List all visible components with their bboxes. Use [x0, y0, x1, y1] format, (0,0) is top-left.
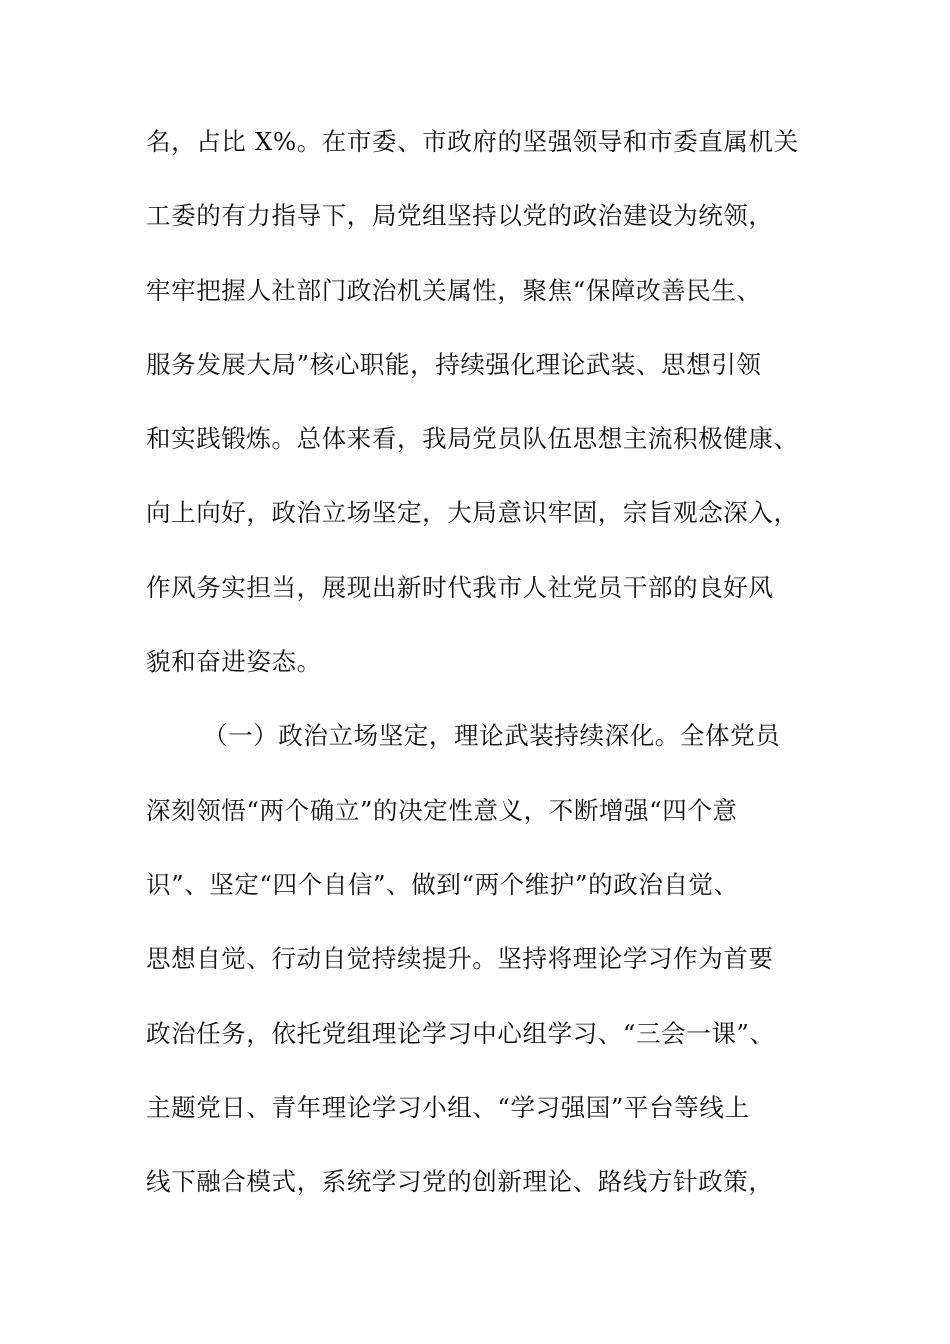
text-line: 主题党日、青年理论学习小组、“学习强国”平台等线上 [146, 1092, 750, 1122]
text-line: 向上向好，政治立场坚定，大局意识牢固，宗旨观念深入， [146, 498, 799, 528]
text-line: 貌和奋进姿态。 [146, 647, 322, 677]
paragraph-political-stance [146, 716, 826, 1236]
text-line: 服务发展大局”核心职能，持续强化理论武装、思想引领 [146, 349, 762, 379]
text-line: 政治任务，依托党组理论学习中心组学习、“三会一课”、 [146, 1018, 775, 1048]
text-line: 和实践锻炼。总体来看，我局党员队伍思想主流积极健康、 [146, 424, 799, 454]
text-line: 工委的有力指导下，局党组坚持以党的政治建设为统领， [146, 201, 774, 231]
text-line: 作风务实担当，展现出新时代我市人社党员干部的良好风 [146, 572, 774, 602]
text-line: 识”、坚定“四个自信”、做到“两个维护”的政治自觉、 [146, 869, 739, 899]
section-heading-line: （一）政治立场坚定，理论武装持续深化。全体党员 [203, 721, 781, 751]
text-line: 深刻领悟“两个确立”的决定性意义，不断增强“四个意 [146, 795, 738, 825]
paragraph-overview [146, 122, 826, 716]
text-line: 牢牢把握人社部门政治机关属性，聚焦“保障改善民生、 [146, 275, 762, 305]
text-line: 线下融合模式，系统学习党的创新理论、路线方针政策， [146, 1167, 774, 1197]
document-body [146, 122, 826, 1236]
text-line: 思想自觉、行动自觉持续提升。坚持将理论学习作为首要 [146, 944, 774, 974]
text-line: 名，占比 X%。在市委、市政府的坚强领导和市委直属机关 [146, 127, 799, 156]
